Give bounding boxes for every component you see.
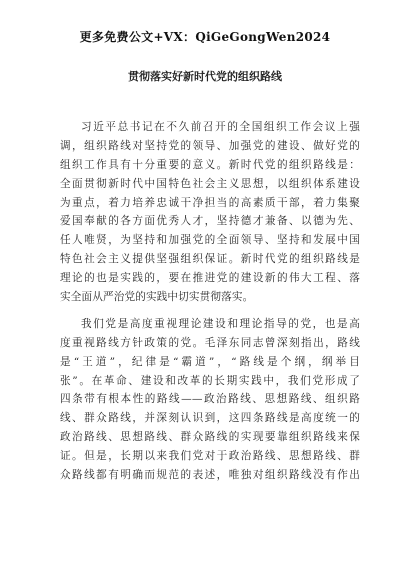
text-line: 理论的也是实践的，要在推进党的建设新的伟大工程、落 [60, 272, 360, 285]
text-line: 我们党是高度重视理论建设和理论指导的党，也是高 [81, 317, 360, 330]
promo-header: 更多免费公文+VX：QiGeGongWen2024 [79, 30, 331, 44]
text-line: 组织工作具有十分重要的意义。新时代党的组织路线是： [60, 158, 360, 171]
text-line: 调，组织路线对坚持党的领导、加强党的建设、做好党的 [60, 139, 360, 152]
paragraph-2 [60, 315, 360, 485]
text-line: 为重点，着力培养忠诚干净担当的高素质干部，着力集聚 [60, 196, 360, 209]
paragraph-1 [60, 118, 360, 307]
text-line: 全面贯彻新时代中国特色社会主义思想，以组织体系建设 [60, 177, 360, 190]
text-line: 爱国奉献的各方面优秀人才，坚持德才兼备、以德为先、 [60, 215, 360, 228]
text-line: 张”。在革命、建设和改革的长期实践中，我们党形成了 [60, 374, 360, 387]
text-line: 度重视路线方针政策的党。毛泽东同志曾深刻指出，路线 [60, 336, 360, 349]
text-line: 众路线都有明确而规范的表述，唯独对组织路线没有作出 [60, 469, 360, 482]
text-line: 政治路线、思想路线、群众路线的实现要靠组织路线来保 [60, 431, 360, 444]
text-line: 任人唯贤，为坚持和加强党的全面领导、坚持和发展中国 [60, 234, 360, 247]
text-line: 是“王道”，纪律是“霸道”，“路线是个纲，纲举目 [60, 355, 360, 368]
text-line: 特色社会主义提供坚强组织保证。新时代党的组织路线是 [60, 253, 360, 266]
text-line: 实全面从严治党的实践中切实贯彻落实。 [60, 291, 254, 304]
text-line: 线、群众路线，并深刻认识到，这四条路线是高度统一的 [60, 412, 360, 425]
document-body [60, 118, 360, 485]
text-line: 证。但是，长期以来我们党对于政治路线、思想路线、群 [60, 450, 360, 463]
text-line: 四条带有根本性的路线——政治路线、思想路线、组织路 [60, 393, 360, 406]
text-line: 习近平总书记在不久前召开的全国组织工作会议上强 [81, 121, 360, 133]
document-title: 贯彻落实好新时代党的组织路线 [128, 70, 282, 83]
